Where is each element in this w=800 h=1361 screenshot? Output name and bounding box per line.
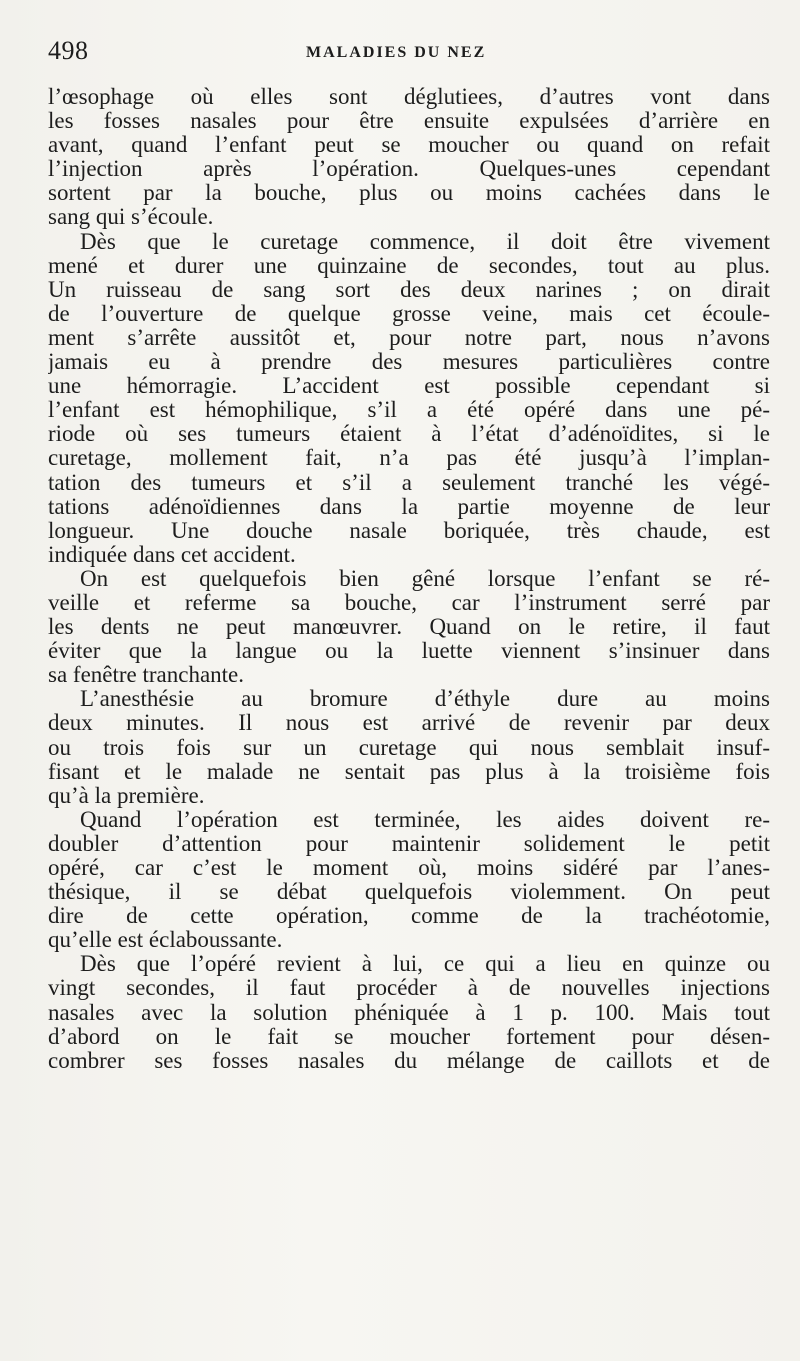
- text-line: vingt secondes, il faut procéder à de nouvelles injections: [48, 976, 770, 1001]
- text-line: ou trois fois sur un curetage qui nous semblait insuf-: [48, 735, 770, 760]
- body-text: [48, 85, 770, 1073]
- text-line: les dents ne peut manœuvrer. Quand on le retire, il faut: [48, 615, 770, 640]
- text-line: Dès que l’opéré revient à lui, ce qui a lieu en quinze ou: [80, 952, 770, 977]
- text-line: tation des tumeurs et s’il a seulement tranché les végé-: [48, 470, 770, 495]
- text-line: Dès que le curetage commence, il doit être vivement: [80, 229, 770, 254]
- text-line: dire de cette opération, comme de la trachéotomie,: [48, 904, 770, 929]
- text-line: avant, quand l’enfant peut se moucher ou quand on refait: [48, 133, 770, 158]
- text-line: indiquée dans cet accident.: [48, 542, 296, 567]
- text-line: longueur. Une douche nasale boriquée, très chaude, est: [48, 518, 770, 543]
- text-line: éviter que la langue ou la luette viennent s’insinuer dans: [48, 639, 770, 664]
- text-line: qu’à la première.: [48, 783, 205, 808]
- text-line: nasales avec la solution phéniquée à 1 p. 100. Mais tout: [48, 1000, 770, 1025]
- text-line: veille et referme sa bouche, car l’instrument serré par: [48, 590, 770, 615]
- text-line: les fosses nasales pour être ensuite expulsées d’arrière en: [48, 109, 770, 134]
- text-line: sortent par la bouche, plus ou moins cachées dans le: [48, 181, 770, 206]
- text-line: d’abord on le fait se moucher fortement pour désen-: [48, 1024, 770, 1049]
- text-line: qu’elle est éclaboussante.: [48, 928, 283, 953]
- text-line: sang qui s’écoule.: [48, 205, 214, 230]
- text-line: l’enfant est hémophilique, s’il a été opéré dans une pé-: [48, 398, 770, 423]
- text-line: opéré, car c’est le moment où, moins sidéré par l’anes-: [48, 856, 770, 880]
- text-line: doubler d’attention pour maintenir solidement le petit: [48, 831, 770, 856]
- text-line: riode où ses tumeurs étaient à l’état d’adénoïdites, si le: [48, 422, 770, 447]
- text-line: de l’ouverture de quelque grosse veine, mais cet écoule-: [48, 301, 770, 326]
- text-line: Quand l’opération est terminée, les aides doivent re-: [80, 807, 770, 832]
- running-title: MALADIES DU NEZ: [306, 44, 487, 61]
- text-line: L’anesthésie au bromure d’éthyle dure au moins: [80, 687, 770, 712]
- text-line: combrer ses fosses nasales du mélange de caillots et de: [48, 1048, 770, 1073]
- text-line: On est quelquefois bien gêné lorsque l’enfant se ré-: [80, 566, 770, 591]
- text-line: mené et durer une quinzaine de secondes, tout au plus.: [48, 253, 770, 278]
- text-line: thésique, il se débat quelquefois violemment. On peut: [48, 880, 770, 905]
- text-line: jamais eu à prendre des mesures particulières contre: [48, 350, 770, 375]
- page-header: [48, 36, 766, 70]
- text-line: tations adénoïdiennes dans la partie moyenne de leur: [48, 494, 770, 519]
- text-line: Un ruisseau de sang sort des deux narines ; on dirait: [48, 277, 770, 302]
- page-number: 498: [48, 36, 89, 65]
- text-line: deux minutes. Il nous est arrivé de revenir par deux: [48, 711, 770, 736]
- text-line: fisant et le malade ne sentait pas plus à la troisième fois: [48, 759, 770, 784]
- text-line: ment s’arrête aussitôt et, pour notre part, nous n’avons: [48, 325, 770, 350]
- text-line: l’œsophage où elles sont déglutiees, d’autres vont dans: [48, 85, 770, 109]
- text-line: l’injection après l’opération. Quelques-unes cependant: [48, 157, 770, 182]
- text-line: sa fenêtre tranchante.: [48, 663, 245, 688]
- text-line: une hémorragie. L’accident est possible cependant si: [48, 374, 770, 399]
- text-line: curetage, mollement fait, n’a pas été jusqu’à l’implan-: [48, 446, 770, 471]
